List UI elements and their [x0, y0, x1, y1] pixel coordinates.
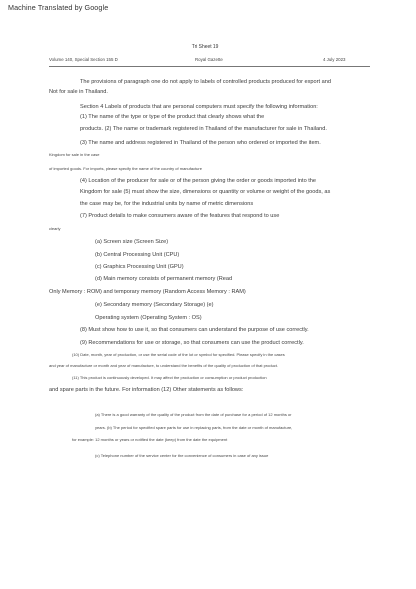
text-line: Kingdom for sale in the case — [49, 152, 100, 157]
text-line: (8) Must show how to use it, so that consumers can understand the purpose of use correctly. — [80, 327, 309, 333]
text-line: (1) The name of the type or type of the product that clearly shows what the — [80, 114, 265, 120]
text-line: for example: 12 months or years or notified the date (keep) from the date the equipment — [72, 437, 228, 442]
text-line: (c) Graphics Processing Unit (GPU) — [95, 264, 184, 270]
text-line: (d) Main memory consists of permanent memory (Read — [95, 276, 233, 282]
text-line: (9) Recommendations for use or storage, so that consumers can use the product correctly. — [80, 340, 304, 346]
text-line: (10) Date, month, year of production, or use the serial code of the lot or symbol for specified. Please specify in the cases — [72, 352, 285, 357]
text-line: clearly — [49, 226, 61, 231]
watermark-label: Machine Translated by Google — [8, 3, 109, 12]
text-line: (7) Product details to make consumers aware of the features that respond to use — [80, 213, 280, 219]
text-line: of imported goods. For imports, please specify the name of the country of manufacture — [49, 166, 202, 171]
text-line: (4) Location of the producer for sale or of the person giving the order or goods imported into the — [80, 178, 317, 184]
page-header — [49, 57, 369, 65]
header-date: 4 July 2023 — [323, 57, 346, 62]
text-line: (b) Central Processing Unit (CPU) — [95, 252, 180, 258]
text-line: the case may be, for the industrial units by name of metric dimensions — [80, 201, 254, 207]
text-line: (3) The name and address registered in Thailand of the person who ordered or imported the item. — [80, 140, 321, 146]
header-publication: Royal Gazette — [195, 57, 223, 62]
text-line: (a) Screen size (Screen Size) — [95, 239, 169, 245]
text-line: Only Memory : ROM) and temporary memory (Random Access Memory : RAM) — [49, 289, 246, 295]
text-line: years. (b) The period for specified spare parts for use in replacing parts, from the date or month of manufacture, — [95, 425, 293, 430]
text-line: (c) Telephone number of the service center for the convenience of consumers in case of any issue — [95, 453, 269, 458]
text-line: (a) There is a good warranty of the quality of the product from the date of purchase for a period of 12 months or — [95, 412, 292, 417]
text-line: and spare parts in the future. For information (12) Other statements as follows: — [49, 387, 244, 393]
text-line: Operating system (Operating System : OS) — [95, 315, 202, 321]
text-line: (11) This product is continuously developed. It may affect the production or consumption or product production — [72, 375, 267, 380]
text-line: The provisions of paragraph one do not apply to labels of controlled products produced for export and — [80, 79, 331, 85]
text-line: Section 4 Labels of products that are personal computers must specify the following information: — [80, 104, 318, 110]
text-line: products. (2) The name or trademark registered in Thailand of the manufacturer for sale in Thailand. — [80, 126, 327, 132]
header-divider — [49, 66, 370, 67]
text-line: and year of manufacture or month and year of manufacture, to understand the benefits of the quality of production of that product. — [49, 363, 279, 368]
text-line: Kingdom for sale (5) must show the size, dimensions or quantity or volume or weight of the goods, as — [80, 189, 331, 195]
header-volume: Volume 140, Special Section 155 D — [49, 57, 118, 62]
page-header-center: Tri Sheet 19 — [191, 44, 219, 50]
text-line: (e) Secondary memory (Secondary Storage) (e) — [95, 302, 214, 308]
text-line: Not for sale in Thailand. — [49, 89, 108, 95]
